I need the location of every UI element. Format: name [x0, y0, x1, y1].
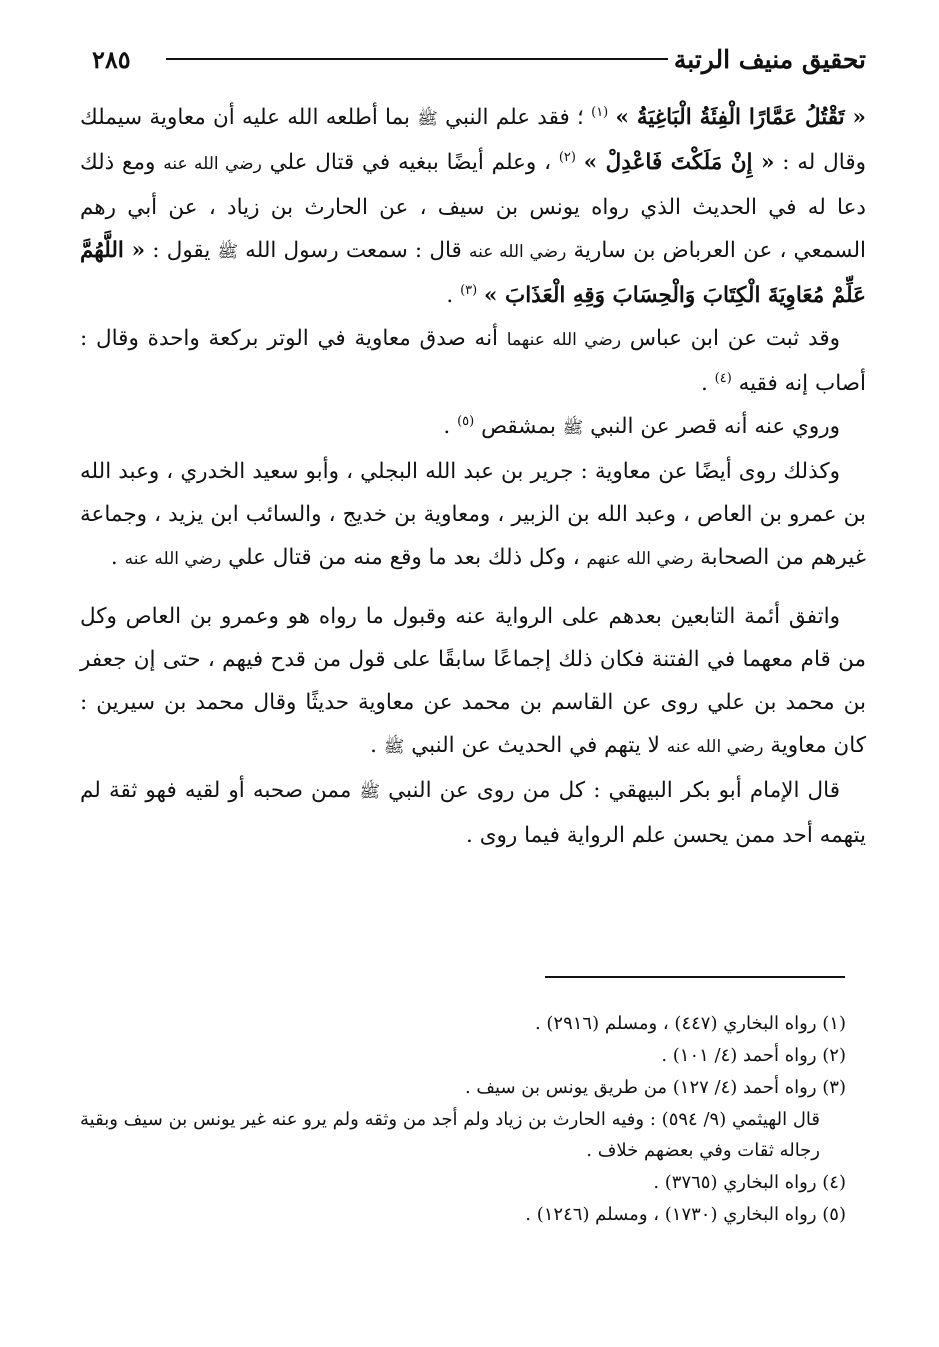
honorific-glyph: رضي الله عنه — [163, 154, 262, 174]
text-run: بما أطلعه الله عليه أن معاوية سيملك وقال له : — [80, 105, 866, 175]
footnote-1: (١) رواه البخاري (٤٤٧) ، ومسلم (٢٩١٦) . — [534, 1013, 846, 1034]
honorific-glyph: رضي الله عنهما — [506, 330, 622, 350]
text-run: وروي عنه أنه قصر عن النبي — [583, 414, 840, 439]
text-run: واتفق أئمة التابعين بعدهم على الرواية عنه وقبول ما رواه هو وعمرو بن العاص وكل من قام معهما في الفتنة فكان ذلك إجماعًا سابقًا على قول من قدح فيهم ، حتى إن جعفر بن محمد بن علي روى عن القاسم بن محمد عن معاوية حديثًا وقال محمد بن سيرين : كان معاوية — [80, 604, 866, 758]
footnote-ref: (٥) — [457, 413, 475, 429]
honorific-glyph: ﷺ — [562, 418, 584, 438]
text-run: . — [110, 545, 118, 570]
footnote-ref: (٣) — [460, 282, 478, 298]
footnote-3: (٣) رواه أحمد (٤/ ١٢٧) من طريق يونس بن سيف . — [464, 1077, 846, 1098]
honorific-glyph: ﷺ — [383, 737, 405, 757]
text-run: قال : سمعت رسول الله — [238, 238, 462, 263]
hadith-quote: « تَقْتُلُ عَمَّارًا الْفِئَةُ الْبَاغِيَةُ » — [615, 105, 866, 130]
hadith-quote: « إِنْ مَلَكْتَ فَاعْدِلْ » — [583, 150, 775, 175]
paragraph-4 — [80, 450, 866, 581]
honorific-glyph: رضي الله عنه — [468, 242, 567, 262]
text-run: ، وكل ذلك بعد ما وقع منه من قتال علي — [221, 545, 580, 570]
text-run: بمشقص — [481, 414, 556, 439]
hadith-quote: « اللَّهُمَّ عَلِّمْ مُعَاوِيَةَ الْكِتَابَ وَالْحِسَابَ وَقِهِ الْعَذَابَ » — [80, 238, 866, 308]
text-run: . — [443, 414, 451, 439]
text-run: يقول : — [145, 238, 211, 263]
main-text — [80, 96, 866, 857]
footnote-2: (٢) رواه أحمد (٤/ ١٠١) . — [661, 1045, 846, 1066]
footnote-separator — [545, 976, 845, 978]
paragraph-6 — [80, 769, 866, 857]
text-run: أنه صدق معاوية في الوتر بركعة واحدة وقال : أصاب إنه فقيه — [80, 326, 866, 396]
page-header — [92, 38, 866, 80]
paragraph-3 — [80, 405, 866, 450]
text-run: قال الإمام أبو بكر البيهقي : كل من روى عن النبي — [380, 778, 840, 803]
text-run: وكذلك روى أيضًا عن معاوية : جرير بن عبد الله البجلي ، وأبو سعيد الخدري ، وعبد الله بن عمرو بن العاص ، وعبد الله بن الزبير ، ومعاوية بن خديج ، والسائب ابن يزيد ، وجماعة غيرهم من الصحابة — [80, 459, 866, 570]
footnote-ref: (٢) — [558, 149, 576, 165]
text-run: . — [370, 733, 377, 758]
footnote-5: (٥) رواه البخاري (١٧٣٠) ، ومسلم (١٢٤٦) . — [525, 1204, 846, 1225]
honorific-glyph: ﷺ — [217, 242, 239, 262]
footnote-ref: (١) — [591, 104, 609, 120]
honorific-glyph: رضي الله عنه — [124, 549, 222, 569]
honorific-glyph: رضي الله عنه — [666, 737, 764, 757]
text-run: ؛ فقد علم النبي — [437, 105, 584, 130]
text-run: ممن صحبه أو لقيه فهو ثقة لم يتهمه أحد ممن يحسن علم الرواية فيما روى . — [80, 778, 866, 848]
footnote-ref: (٤) — [714, 370, 732, 386]
text-run: ومع ذلك دعا له في الحديث الذي رواه يونس بن سيف ، عن الحارث بن زياد ، عن أبي رهم السمعي ، عن العرباض بن سارية — [80, 150, 866, 263]
text-run: . — [446, 283, 454, 308]
header-rule — [166, 58, 668, 60]
footnotes — [80, 1008, 846, 1231]
paragraph-5 — [80, 595, 866, 769]
honorific-glyph: رضي الله عنهم — [586, 549, 694, 569]
paragraph-1 — [80, 96, 866, 317]
footnote-4: (٤) رواه البخاري (٣٧٦٥) . — [653, 1172, 846, 1193]
text-run: وقد ثبت عن ابن عباس — [621, 326, 840, 351]
footnote-3-note: قال الهيثمي (٩/ ٥٩٤) : وفيه الحارث بن زياد ولم أجد من وثقه ولم يرو عنه غير يونس بن سيف وبقية رجاله ثقات وفي بعضهم خلاف . — [80, 1109, 821, 1161]
honorific-glyph: ﷺ — [417, 109, 438, 129]
running-title: تحقيق منيف الرتبة — [673, 44, 866, 74]
text-run: . — [700, 371, 708, 396]
text-run: لا يتهم في الحديث عن النبي — [404, 733, 660, 758]
text-run: ، وعلم أيضًا ببغيه في قتال علي — [261, 150, 552, 175]
honorific-glyph: ﷺ — [359, 782, 381, 802]
paragraph-2 — [80, 317, 866, 405]
page-number: ٢٨٥ — [92, 44, 131, 74]
